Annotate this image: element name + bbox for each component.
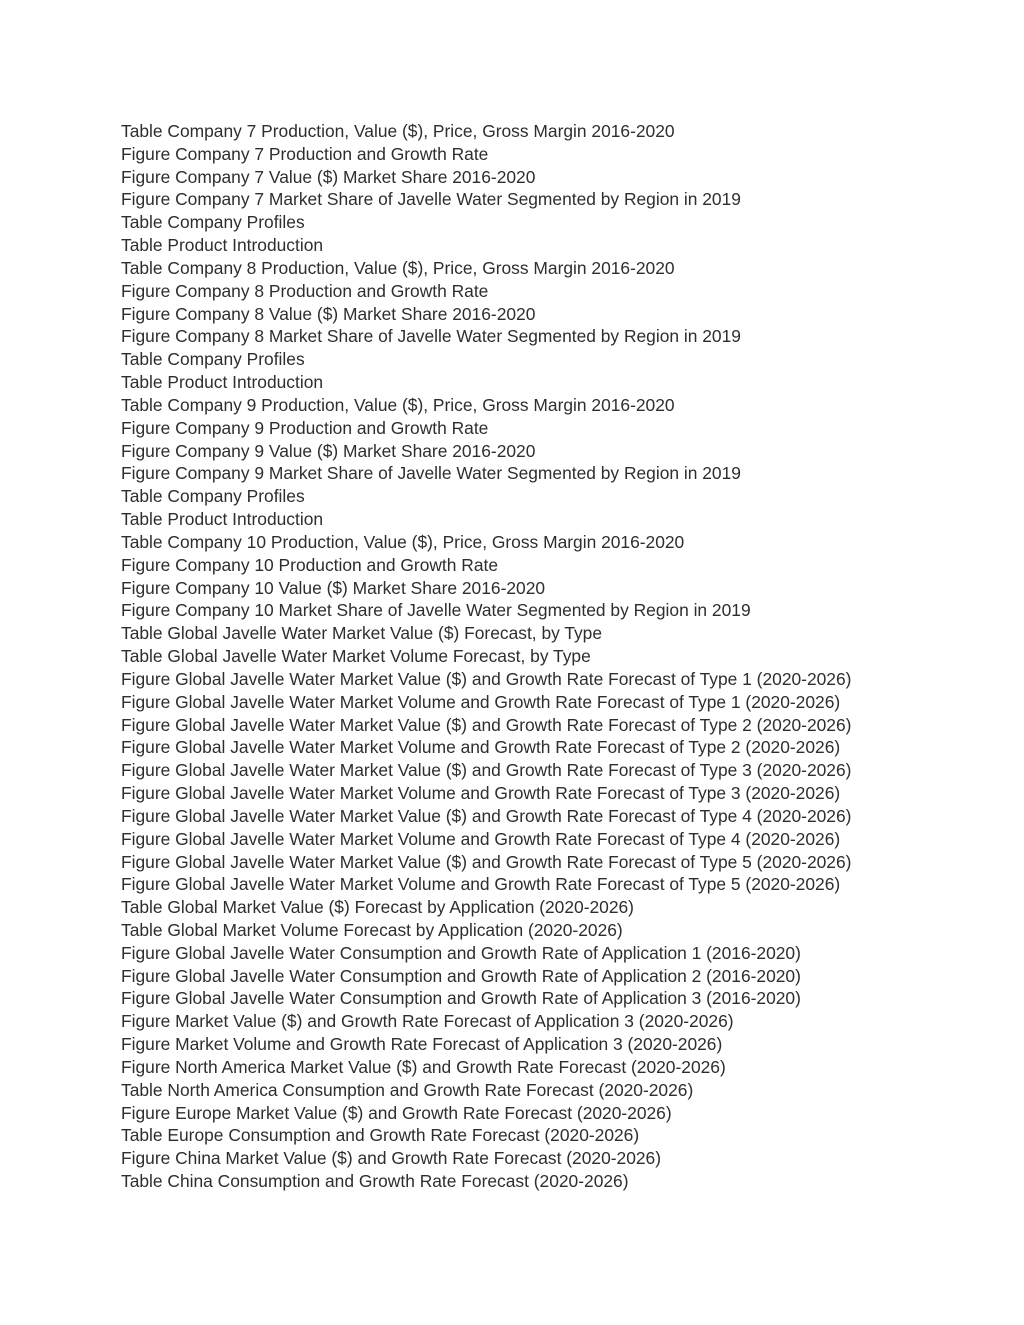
list-item: Figure Europe Market Value ($) and Growth Rate Forecast (2020-2026) <box>121 1102 672 1123</box>
list-item: Figure Market Value ($) and Growth Rate Forecast of Application 3 (2020-2026) <box>121 1011 734 1032</box>
list-item: Figure Global Javelle Water Market Volume and Growth Rate Forecast of Type 1 (2020-2026) <box>121 691 841 712</box>
list-item: Figure Global Javelle Water Market Value ($) and Growth Rate Forecast of Type 1 (2020-2026) <box>121 668 852 689</box>
list-item: Figure Company 10 Production and Growth Rate <box>121 554 498 575</box>
list-item: Figure Global Javelle Water Market Value ($) and Growth Rate Forecast of Type 5 (2020-2026) <box>121 851 852 872</box>
list-item: Figure Market Volume and Growth Rate Forecast of Application 3 (2020-2026) <box>121 1034 723 1055</box>
list-item: Figure Global Javelle Water Market Value ($) and Growth Rate Forecast of Type 4 (2020-2026) <box>121 805 852 826</box>
list-item: Figure Company 9 Market Share of Javelle Water Segmented by Region in 2019 <box>121 463 741 484</box>
list-item: Table Global Javelle Water Market Value ($) Forecast, by Type <box>121 623 603 644</box>
list-of-tables-and-figures <box>121 120 1001 1193</box>
list-item: Figure Company 10 Value ($) Market Share 2016-2020 <box>121 577 546 598</box>
list-item: Table Company 10 Production, Value ($), Price, Gross Margin 2016-2020 <box>121 531 685 552</box>
list-item: Table Company Profiles <box>121 349 305 370</box>
list-item: Table Global Javelle Water Market Volume Forecast, by Type <box>121 646 591 667</box>
list-item: Figure Company 7 Production and Growth Rate <box>121 143 489 164</box>
list-item: Figure Global Javelle Water Consumption and Growth Rate of Application 2 (2016-2020) <box>121 965 801 986</box>
list-item: Figure Company 8 Market Share of Javelle Water Segmented by Region in 2019 <box>121 326 741 347</box>
list-item: Figure Global Javelle Water Market Volume and Growth Rate Forecast of Type 2 (2020-2026) <box>121 737 841 758</box>
list-item: Figure Global Javelle Water Market Value ($) and Growth Rate Forecast of Type 2 (2020-2026) <box>121 714 852 735</box>
list-item: Figure Global Javelle Water Market Volume and Growth Rate Forecast of Type 4 (2020-2026) <box>121 828 841 849</box>
list-item: Figure Company 8 Value ($) Market Share 2016-2020 <box>121 303 536 324</box>
list-item: Table Company 9 Production, Value ($), Price, Gross Margin 2016-2020 <box>121 394 675 415</box>
list-item: Figure Company 9 Value ($) Market Share 2016-2020 <box>121 440 536 461</box>
list-item: Table North America Consumption and Growth Rate Forecast (2020-2026) <box>121 1079 694 1100</box>
list-item: Figure China Market Value ($) and Growth Rate Forecast (2020-2026) <box>121 1148 662 1169</box>
list-item: Figure Global Javelle Water Market Value ($) and Growth Rate Forecast of Type 3 (2020-2026) <box>121 760 852 781</box>
list-item: Figure Company 10 Market Share of Javelle Water Segmented by Region in 2019 <box>121 600 751 621</box>
list-item: Figure Global Javelle Water Consumption and Growth Rate of Application 3 (2016-2020) <box>121 988 801 1009</box>
list-item: Figure Global Javelle Water Market Volume and Growth Rate Forecast of Type 5 (2020-2026) <box>121 874 841 895</box>
list-item: Table Company Profiles <box>121 212 305 233</box>
list-item: Table Company Profiles <box>121 486 305 507</box>
list-item: Figure Company 7 Market Share of Javelle Water Segmented by Region in 2019 <box>121 189 741 210</box>
list-item: Figure Global Javelle Water Consumption and Growth Rate of Application 1 (2016-2020) <box>121 942 801 963</box>
list-item: Table Europe Consumption and Growth Rate Forecast (2020-2026) <box>121 1125 640 1146</box>
list-item: Table Product Introduction <box>121 235 324 256</box>
list-item: Figure North America Market Value ($) and Growth Rate Forecast (2020-2026) <box>121 1056 726 1077</box>
list-item: Table China Consumption and Growth Rate Forecast (2020-2026) <box>121 1171 629 1192</box>
list-item: Table Global Market Volume Forecast by Application (2020-2026) <box>121 919 623 940</box>
list-item: Table Product Introduction <box>121 509 324 530</box>
list-item: Table Global Market Value ($) Forecast by Application (2020-2026) <box>121 897 634 918</box>
list-item: Table Product Introduction <box>121 372 324 393</box>
list-item: Figure Company 7 Value ($) Market Share 2016-2020 <box>121 166 536 187</box>
list-item: Figure Company 9 Production and Growth Rate <box>121 417 489 438</box>
list-item: Table Company 8 Production, Value ($), Price, Gross Margin 2016-2020 <box>121 257 675 278</box>
list-item: Figure Company 8 Production and Growth Rate <box>121 280 489 301</box>
list-item: Table Company 7 Production, Value ($), Price, Gross Margin 2016-2020 <box>121 121 675 141</box>
list-item: Figure Global Javelle Water Market Volume and Growth Rate Forecast of Type 3 (2020-2026) <box>121 783 841 804</box>
